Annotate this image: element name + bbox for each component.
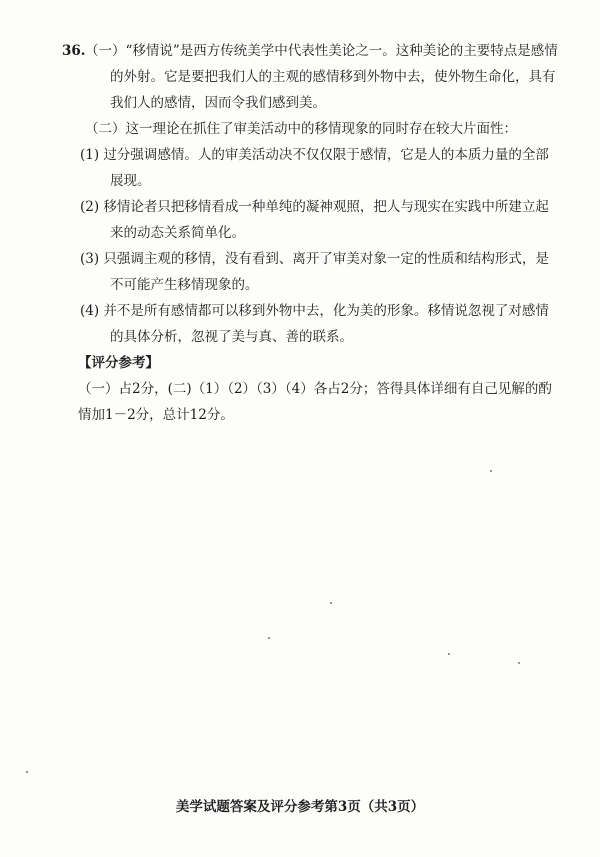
page-footer: 美学试题答案及评分参考第3页（共3页） bbox=[175, 799, 425, 815]
grading-line-2: 情加1－2分，总计12分。 bbox=[78, 407, 234, 423]
scan-speck bbox=[330, 602, 332, 604]
part-one-line-1: （一）“移情说”是西方传统美学中代表性美论之一。这种美论的主要特点是感情 bbox=[85, 43, 558, 59]
scan-speck bbox=[448, 653, 450, 655]
item-4-line-2: 的具体分析，忽视了美与真、善的联系。 bbox=[110, 329, 353, 345]
item-1-line-1: (1) 过分强调感情。人的审美活动决不仅仅限于感情，它是人的本质力量的全部 bbox=[80, 147, 549, 163]
grading-line-1: （一）占2分，(二)（1）（2）（3）（4）各占2分；答得具体详细有自己见解的酌 bbox=[78, 381, 552, 397]
scan-speck bbox=[26, 771, 28, 773]
scan-speck bbox=[268, 637, 270, 639]
item-1-line-2: 展现。 bbox=[110, 173, 151, 189]
scan-speck bbox=[490, 470, 492, 472]
grading-title: 【评分参考】 bbox=[78, 355, 159, 371]
part-two-intro: （二）这一理论在抓住了审美活动中的移情现象的同时存在较大片面性： bbox=[85, 121, 517, 137]
item-3-line-1: (3) 只强调主观的移情，没有看到、离开了审美对象一定的性质和结构形式，是 bbox=[80, 251, 549, 267]
part-one-line-3: 我们人的感情，因而令我们感到美。 bbox=[110, 95, 326, 111]
scan-speck bbox=[518, 662, 520, 664]
item-4-line-1: (4) 并不是所有感情都可以移到外物中去，化为美的形象。移情说忽视了对感情 bbox=[80, 303, 549, 319]
question-number: 36. bbox=[62, 43, 86, 59]
item-2-line-2: 来的动态关系简单化。 bbox=[110, 225, 245, 241]
part-one-line-2: 的外射。它是要把我们人的主观的感情移到外物中去，使外物生命化，具有 bbox=[110, 69, 556, 85]
item-3-line-2: 不可能产生移情现象的。 bbox=[110, 277, 259, 293]
item-2-line-1: (2) 移情论者只把移情看成一种单纯的凝神观照，把人与现实在实践中所建立起 bbox=[80, 199, 549, 215]
